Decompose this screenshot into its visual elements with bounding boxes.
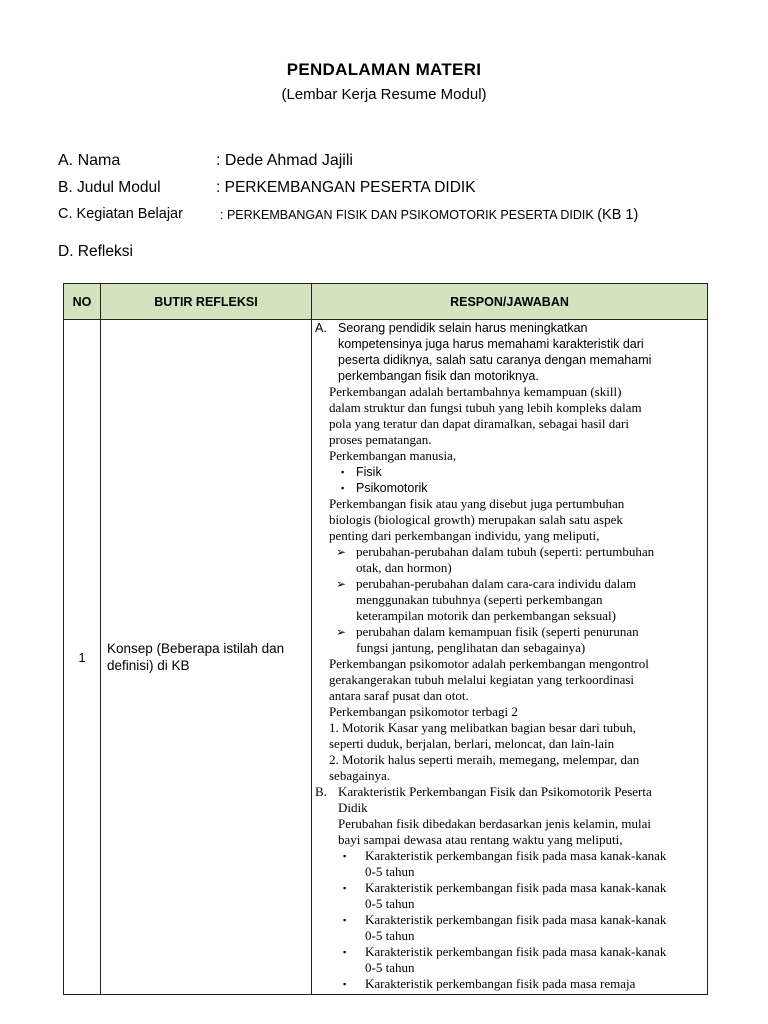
info-row-refleksi <box>58 243 133 261</box>
row-butir: Konsep (Beberapa istilah dan definisi) di KB <box>101 320 312 995</box>
arrow-item-line: keterampilan motorik dan perkembangan seksual) <box>356 608 616 623</box>
paragraph-line: dalam struktur dan fungsi tubuh yang lebih kompleks dalam <box>329 400 642 415</box>
paragraph-line: seperti duduk, berjalan, berlari, meloncat, dan lain-lain <box>329 736 615 751</box>
square-bullet-icon: ▪ <box>341 467 345 477</box>
info-value-kegiatan-kb: (KB 1) <box>597 207 639 223</box>
info-row-nama <box>58 152 353 170</box>
row-response <box>312 320 708 995</box>
arrow-item-line: perubahan dalam kemampuan fisik (seperti penurunan <box>356 624 639 639</box>
header-respon-jawaban: RESPON/JAWABAN <box>312 284 708 320</box>
bullet-item-line: Karakteristik perkembangan fisik pada masa remaja <box>365 976 636 991</box>
bullet-item-line: 0-5 tahun <box>365 896 415 911</box>
paragraph-line: biologis (biological growth) merupakan salah satu aspek <box>329 512 623 527</box>
arrow-item-line: perubahan-perubahan dalam cara-cara individu dalam <box>356 576 637 591</box>
section-a-text-line: kompetensinya juga harus memahami karakteristik dari <box>338 337 644 351</box>
info-label-nama: A. Nama <box>58 152 121 169</box>
square-bullet-icon: ▪ <box>343 883 347 893</box>
bullet-item-line: 0-5 tahun <box>365 864 415 879</box>
paragraph-line: antara saraf pusat dan otot. <box>329 688 469 703</box>
bullet-item: Psikomotorik <box>356 481 428 495</box>
paragraph-line: Perkembangan psikomotor adalah perkembangan mengontrol <box>329 656 649 671</box>
arrow-bullet-icon: ➢ <box>336 577 347 591</box>
arrow-bullet-icon: ➢ <box>336 625 347 639</box>
document-subtitle: (Lembar Kerja Resume Modul) <box>281 86 487 103</box>
paragraph-line: 2. Motorik halus seperti meraih, memegang, melempar, dan <box>329 752 640 767</box>
arrow-item-line: otak, dan hormon) <box>356 560 452 575</box>
paragraph-line: proses pematangan. <box>329 432 432 447</box>
section-b-marker: B. <box>315 784 327 799</box>
arrow-item-line: perubahan-perubahan dalam tubuh (seperti: pertumbuhan <box>356 544 655 559</box>
bullet-item-line: 0-5 tahun <box>365 960 415 975</box>
arrow-bullet-icon: ➢ <box>336 545 347 559</box>
table-row <box>64 320 708 995</box>
bullet-item-line: Karakteristik perkembangan fisik pada masa kanak-kanak <box>365 848 667 863</box>
info-label-judul: B. Judul Modul <box>58 179 161 196</box>
paragraph-line: Perkembangan psikomotor terbagi 2 <box>329 704 518 719</box>
square-bullet-icon: ▪ <box>343 851 347 861</box>
section-b-text-line: Didik <box>338 800 368 815</box>
table-header-row <box>64 284 708 320</box>
row-number: 1 <box>64 320 101 995</box>
square-bullet-icon: ▪ <box>343 979 347 989</box>
paragraph-line: Perkembangan manusia, <box>329 448 457 463</box>
info-value-kegiatan-main: : PERKEMBANGAN FISIK DAN PSIKOMOTORIK PESERTA DIDIK <box>220 208 594 222</box>
info-label-refleksi: D. Refleksi <box>58 243 133 260</box>
section-b-text-line: Karakteristik Perkembangan Fisik dan Psikomotorik Peserta <box>338 784 652 799</box>
paragraph-line: bayi sampai dewasa atau rentang waktu yang meliputi, <box>338 832 623 847</box>
info-value-kegiatan <box>220 207 638 223</box>
document-title: PENDALAMAN MATERI <box>286 60 482 79</box>
section-a-text-line: Seorang pendidik selain harus meningkatkan <box>338 321 588 335</box>
response-content <box>312 320 707 994</box>
arrow-item-line: fungsi jantung, penglihatan dan sebagainya) <box>356 640 586 655</box>
section-a-marker: A. <box>315 321 327 335</box>
paragraph-line: pola yang teratur dan dapat diramalkan, sebagai hasil dari <box>329 416 629 431</box>
square-bullet-icon: ▪ <box>343 947 347 957</box>
bullet-item-line: 0-5 tahun <box>365 928 415 943</box>
bullet-item: Fisik <box>356 465 382 479</box>
bullet-item-line: Karakteristik perkembangan fisik pada masa kanak-kanak <box>365 880 667 895</box>
square-bullet-icon: ▪ <box>341 483 345 493</box>
reflection-table <box>63 283 708 995</box>
section-a-text-line: peserta didiknya, salah satu caranya dengan memahami <box>338 353 652 367</box>
paragraph-line: Perkembangan adalah bertambahnya kemampuan (skill) <box>329 384 622 399</box>
info-value-judul: : PERKEMBANGAN PESERTA DIDIK <box>216 179 476 196</box>
paragraph-line: Perkembangan fisik atau yang disebut juga pertumbuhan <box>329 496 625 511</box>
square-bullet-icon: ▪ <box>343 915 347 925</box>
paragraph-line: sebagainya. <box>329 768 391 783</box>
bullet-item-line: Karakteristik perkembangan fisik pada masa kanak-kanak <box>365 912 667 927</box>
section-a-text-line: perkembangan fisik dan motoriknya. <box>338 369 539 383</box>
info-row-judul <box>58 179 476 197</box>
info-label-kegiatan: C. Kegiatan Belajar <box>58 206 183 222</box>
paragraph-line: gerakangerakan tubuh melalui kegiatan yang terkoordinasi <box>329 672 635 687</box>
paragraph-line: Perubahan fisik dibedakan berdasarkan jenis kelamin, mulai <box>338 816 651 831</box>
paragraph-line: penting dari perkembangan individu, yang meliputi, <box>329 528 600 543</box>
arrow-item-line: menggunakan tubuhnya (seperti perkembangan <box>356 592 603 607</box>
bullet-item-line: Karakteristik perkembangan fisik pada masa kanak-kanak <box>365 944 667 959</box>
paragraph-line: 1. Motorik Kasar yang melibatkan bagian besar dari tubuh, <box>329 720 636 735</box>
info-row-kegiatan <box>58 206 639 223</box>
info-value-nama: : Dede Ahmad Jajili <box>216 152 353 169</box>
header-butir-refleksi: BUTIR REFLEKSI <box>101 284 312 320</box>
header-no: NO <box>64 284 101 320</box>
